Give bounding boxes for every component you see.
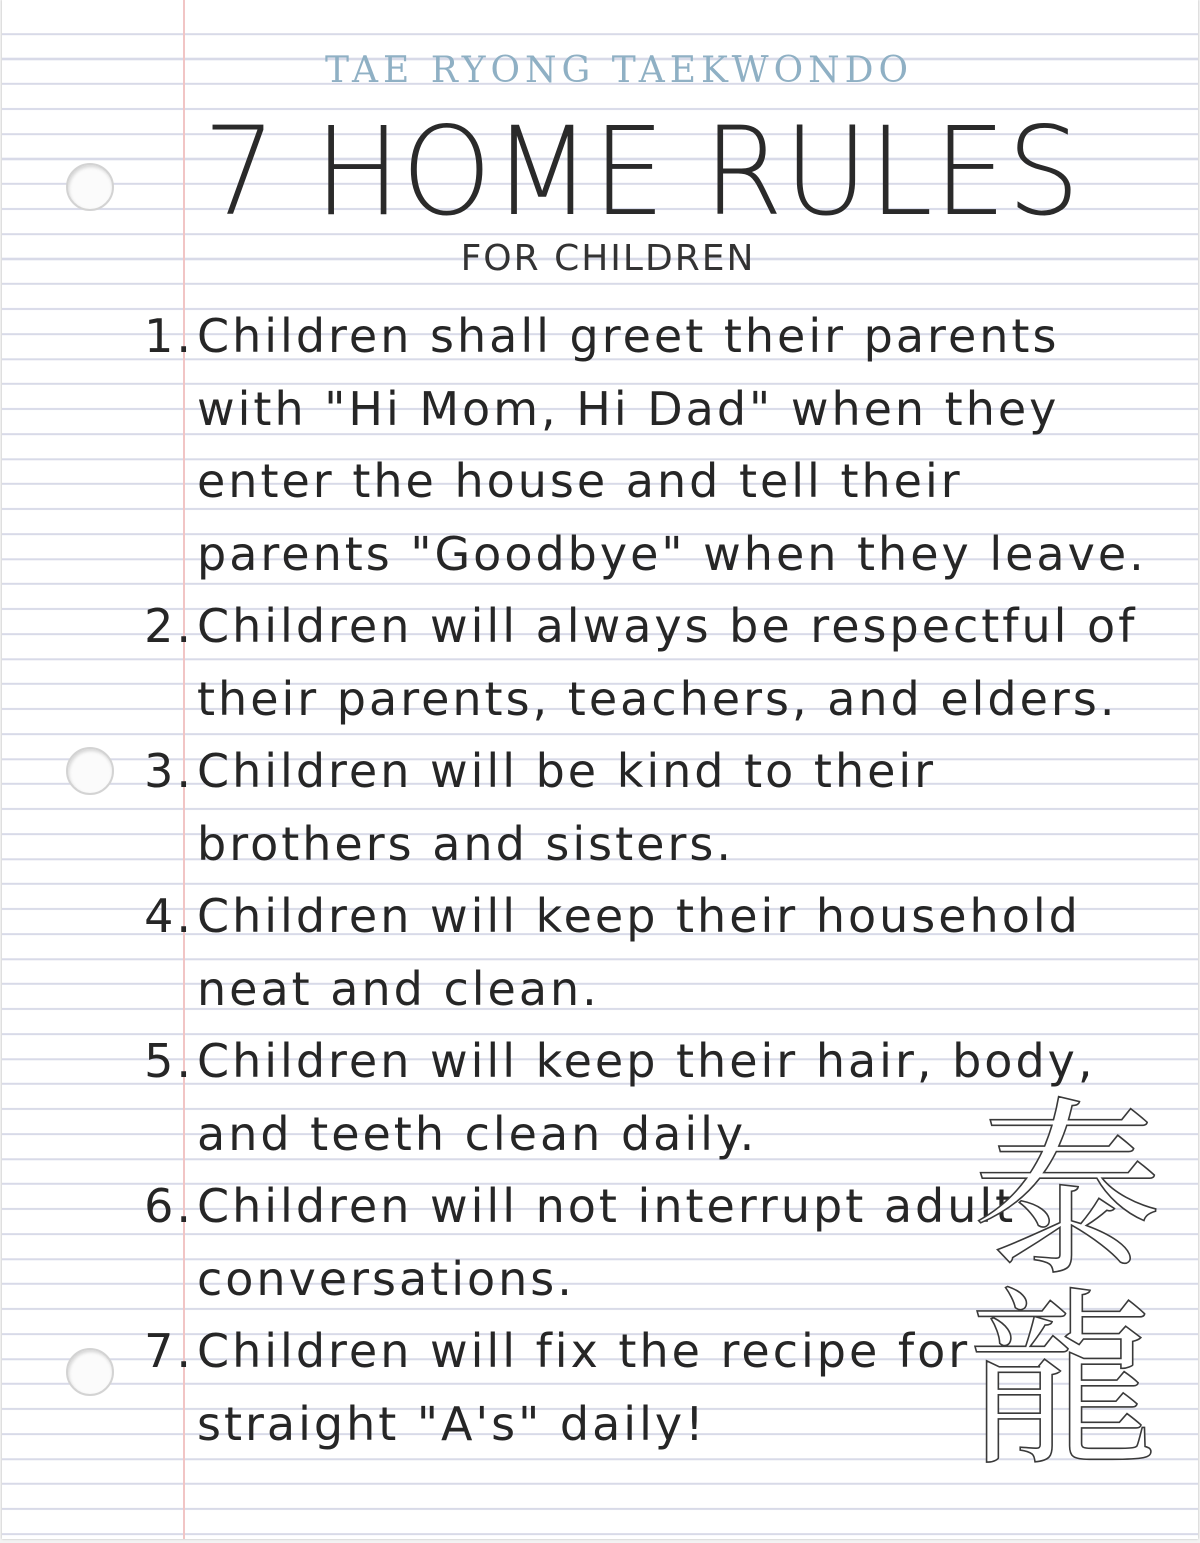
page-subtitle: FOR CHILDREN bbox=[460, 238, 756, 279]
rule-text-line: Children will keep their household bbox=[197, 889, 1081, 943]
rule-text-line: neat and clean. bbox=[197, 961, 600, 1016]
notebook-page bbox=[2, 0, 1198, 1539]
rule-number: 7. bbox=[144, 1324, 194, 1378]
rule-text-line: brothers and sisters. bbox=[197, 816, 734, 871]
rule-item bbox=[2, 735, 1152, 880]
rule-number: 2. bbox=[144, 599, 194, 653]
rule-number: 6. bbox=[144, 1179, 194, 1233]
brand-name: TAE RYONG TAEKWONDO bbox=[324, 50, 914, 91]
rule-text-line: Children will be kind to their bbox=[197, 744, 937, 798]
rule-text-line: Children will not interrupt adult bbox=[197, 1179, 1017, 1233]
rule-text-line: their parents, teachers, and elders. bbox=[197, 671, 1118, 726]
rule-text-line: Children will keep their hair, body, bbox=[197, 1034, 1096, 1088]
rule-text-line: parents "Goodbye" when they leave. bbox=[197, 526, 1147, 581]
tae-ryong-seal bbox=[967, 1072, 1167, 1472]
rule-text-line: Children will always be respectful of bbox=[197, 599, 1138, 653]
rule-text-line: with "Hi Mom, Hi Dad" when they bbox=[197, 381, 1060, 436]
rule-item bbox=[2, 880, 1152, 1025]
page-title: 7 HOME RULES bbox=[203, 101, 1081, 243]
rule-text-line: conversations. bbox=[197, 1251, 575, 1306]
rule-number: 3. bbox=[144, 744, 194, 798]
rule-text-line: Children shall greet their parents bbox=[197, 309, 1060, 363]
seal-character-ryong: 龍 bbox=[967, 1271, 1158, 1472]
seal-character-tae: 泰 bbox=[971, 1081, 1163, 1302]
rule-number: 4. bbox=[144, 889, 194, 943]
rule-number: 5. bbox=[144, 1034, 194, 1088]
rule-number: 1. bbox=[144, 309, 194, 363]
rule-text-line: enter the house and tell their bbox=[197, 454, 963, 508]
rule-text-line: and teeth clean daily. bbox=[197, 1106, 758, 1161]
rule-item bbox=[2, 590, 1152, 735]
rule-text-line: straight "A's" daily! bbox=[197, 1396, 707, 1451]
rule-item bbox=[2, 300, 1152, 590]
rule-text-line: Children will fix the recipe for bbox=[197, 1324, 971, 1378]
